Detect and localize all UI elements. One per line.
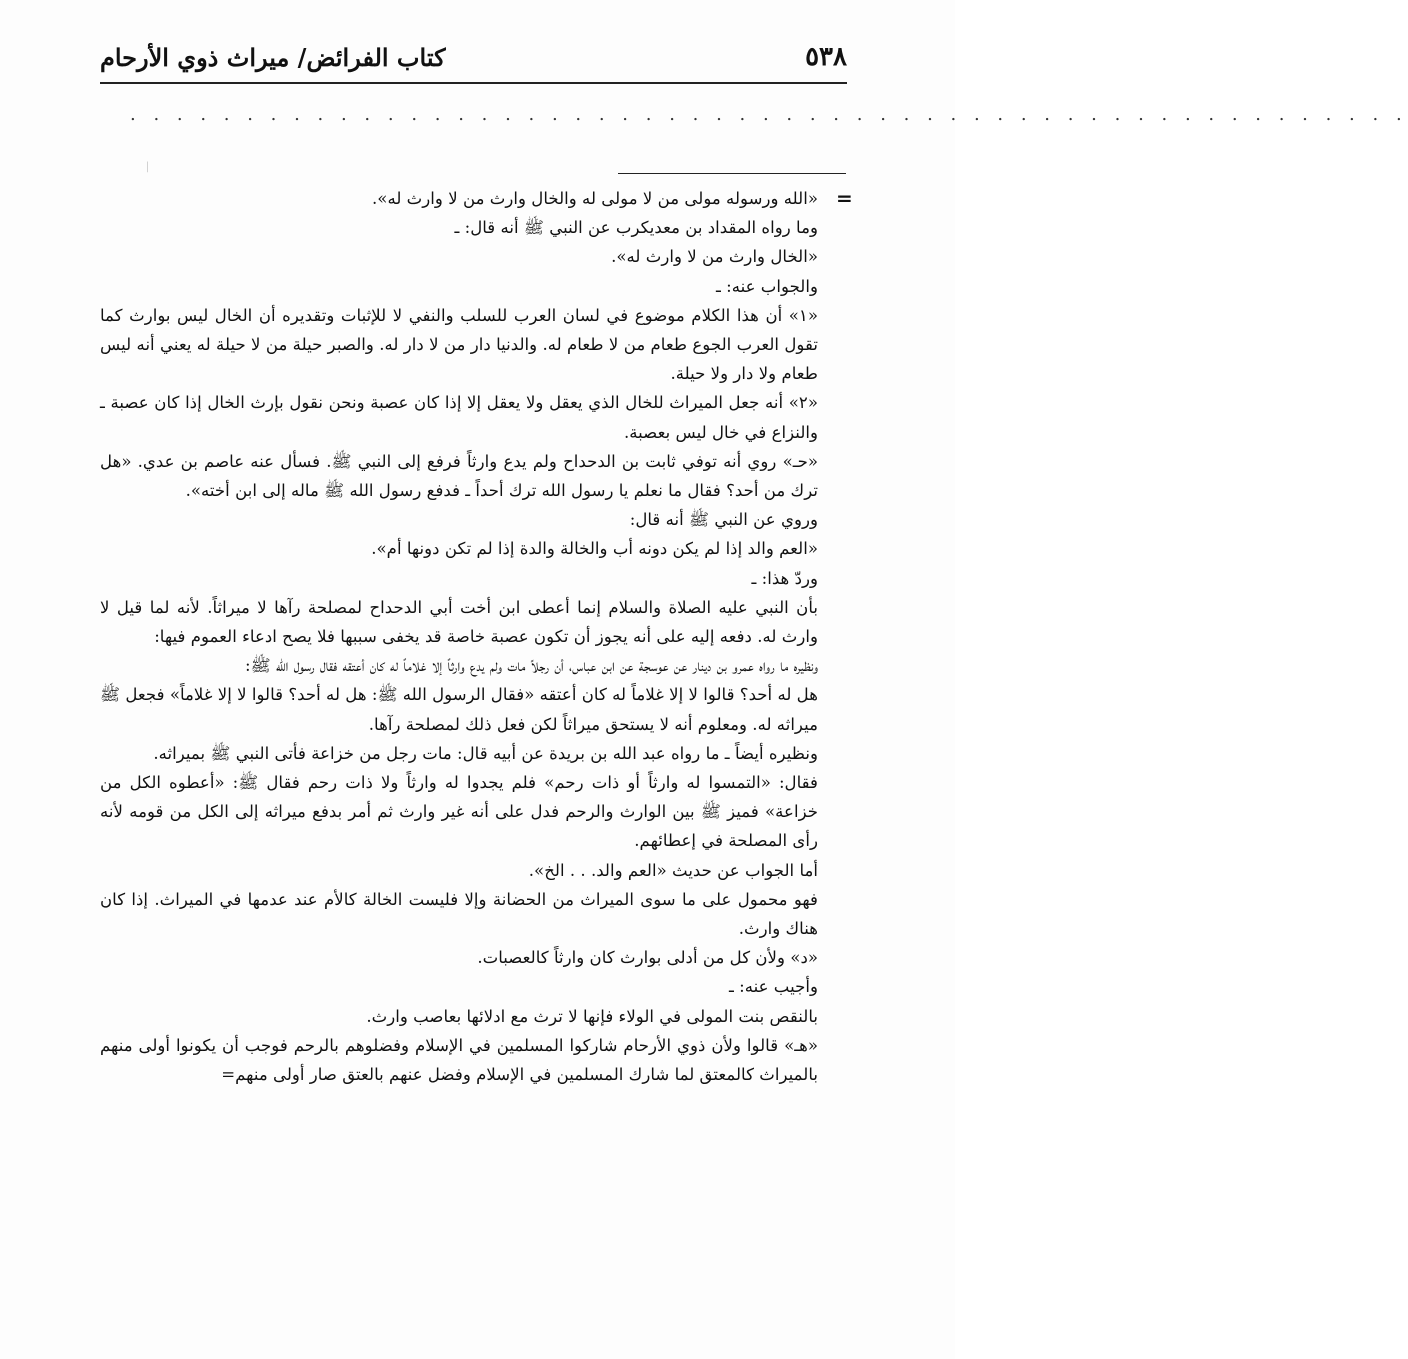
paragraph: «حـ» روي أنه توفي ثابت بن الدحداح ولم يدع وارثاً فرفع إلى النبي ﷺ. فسأل عنه عاصم بن عدي. «هل ترك من أحد؟ فقال ما نعلم يا رسول الله ترك أحداً ـ فدفع رسول الله ﷺ ماله إلى ابن أخته». <box>100 451 818 501</box>
paragraph: «الله ورسوله مولى من لا مولى له والخال وارث من لا وارث له». <box>372 189 818 208</box>
dotted-separator: . . . . . . . . . . . . . . . . . . . . . . . . . . . . . . . . . . . . . . . . . . . . . . . . . . . . . . . <box>130 104 1408 125</box>
paragraph: وما رواه المقداد بن معديكرب عن النبي ﷺ أنه قال: ـ <box>454 218 818 238</box>
paragraph: هل له أحد؟ قالوا لا إلا غلاماً له كان أعتقه «فقال الرسول الله ﷺ: هل له أحد؟ قالوا لا إلا غلاماً» فجعل ﷺ ميراثه له. ومعلوم أنه لا يستحق ميراثاً لكن فعل ذلك لمصلحة رآها. <box>100 685 818 734</box>
paragraph: «٢» أنه جعل الميراث للخال الذي يعقل ولا يعقل إلا إذا كان عصبة ونحن نقول بإرث الخال إذا كان عصبة ـ والنزاع في خال ليس بعصبة. <box>100 393 818 442</box>
paragraph: فهو محمول على ما سوى الميراث من الحضانة وإلا فليست الخالة كالأم عند عدمها في الميراث. إذا كان هناك وارث. <box>100 889 818 939</box>
scan-speck: ᛁ <box>144 160 152 174</box>
paragraph: والجواب عنه: ـ <box>715 276 818 296</box>
paragraph: «د» ولأن كل من أدلى بوارث كان وارثاً كالعصبات. <box>477 948 818 968</box>
paragraph: وأجيب عنه: ـ <box>729 977 818 997</box>
page-header <box>100 36 847 78</box>
main-text <box>100 184 818 1089</box>
paragraph: وروي عن النبي ﷺ أنه قال: <box>629 510 818 530</box>
paragraph: «العم والد إذا لم يكن دونه أب والخالة والدة إذا لم تكن دونها أم». <box>371 539 818 559</box>
paragraph: وردّ هذا: ـ <box>751 568 818 588</box>
footnote-rule <box>618 173 846 174</box>
header-divider <box>100 82 847 84</box>
running-title: كتاب الفرائض/ ميراث ذوي الأرحام <box>100 42 446 72</box>
paragraph: «الخال وارث من لا وارث له». <box>611 247 818 267</box>
continuation-mark: = <box>836 186 853 210</box>
page-number: ٥٣٨ <box>805 42 847 72</box>
paragraph: «١» أن هذا الكلام موضوع في لسان العرب للسلب والنفي لا للإثبات وتقديره أن الخال ليس بوارث كما تقول العرب الجوع طعام من لا طعام له. والدنيا دار من لا دار له. والصبر حيلة من لا حيلة له يعني أنه ليس طعام ولا دار ولا حيلة. <box>100 305 818 384</box>
paragraph: أما الجواب عن حديث «العم والد. . . الخ». <box>528 860 818 880</box>
paragraph: ونظيره ما رواه عمرو بن دينار عن عوسجة عن ابن عباس، أن رجلاً مات ولم يدع وارثاً إلا غلاماً له كان أعتقه فقال رسول الله ﷺ: <box>245 656 818 676</box>
paragraph: «هـ» قالوا ولأن ذوي الأرحام شاركوا المسلمين في الإسلام وفضلوهم بالرحم فوجب أن يكونوا أولى منهم بالميراث كالمعتق لما شارك المسلمين في الإسلام وفضل عنهم بالعتق صار أولى منهم= <box>100 1035 818 1085</box>
paragraph: ونظيره أيضاً ـ ما رواه عبد الله بن بريدة عن أبيه قال: مات رجل من خزاعة فأتى النبي ﷺ بميراثه. <box>153 743 818 763</box>
paragraph: بالنقص بنت المولى في الولاء فإنها لا ترث مع ادلائها بعاصب وارث. <box>366 1006 818 1026</box>
paragraph: فقال: «التمسوا له وارثاً أو ذات رحم» فلم يجدوا له وارثاً ولا ذات رحم فقال ﷺ: «أعطوه الكل من خزاعة» فميز ﷺ بين الوارث والرحم فدل على أنه غير وارث ثم أمر بدفع ميراثه إلى الكل من قومه لأنه رأى المصلحة في إعطائهم. <box>100 773 818 851</box>
paragraph: بأن النبي عليه الصلاة والسلام إنما أعطى ابن أخت أبي الدحداح لمصلحة رآها لا ميراثاً. لأنه لما قيل لا وارث له. دفعه إليه على أنه يجوز أن تكون عصبة خاصة قد يخفى سببها فلا يصح ادعاء العموم فيها: <box>100 597 818 647</box>
